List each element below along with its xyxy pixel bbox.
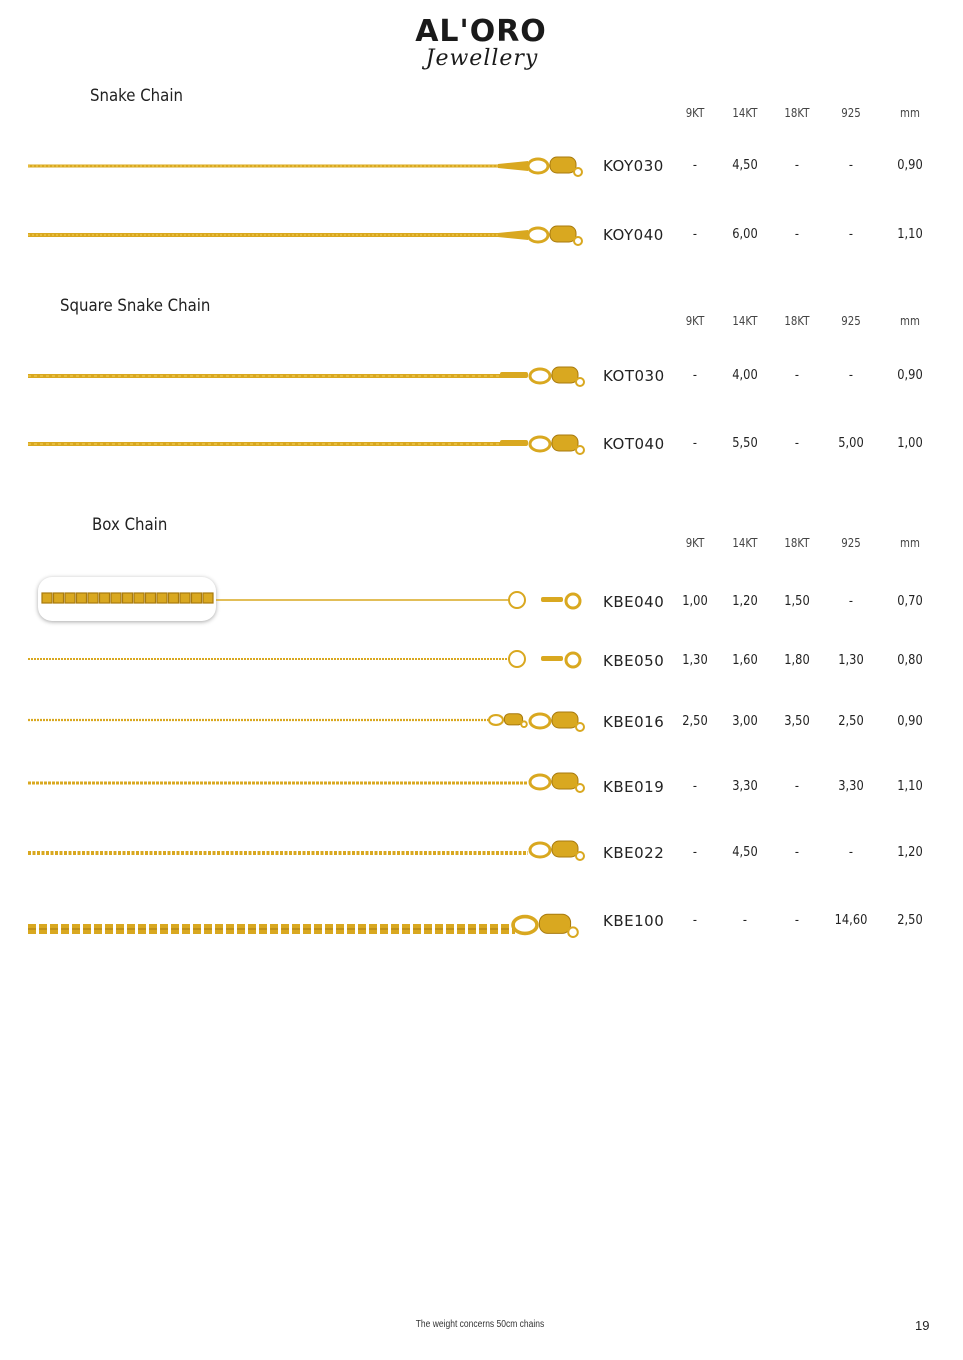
weight-value-18kt: - (794, 368, 800, 383)
koy040-end-cap (498, 230, 528, 240)
kbe040-tag (541, 597, 563, 602)
kbe022-ring (530, 843, 550, 857)
kot030-clasp (552, 367, 578, 383)
kbe040-spring-ring (566, 594, 580, 608)
weight-value-14kt: 1,20 (732, 594, 758, 609)
kot030-tag (500, 372, 528, 378)
weight-value-9kt: - (692, 436, 698, 451)
weight-value-mm: 1,10 (897, 227, 923, 242)
weight-value-925: 1,30 (838, 653, 864, 668)
weight-value-18kt: - (794, 227, 800, 242)
inset-link (134, 593, 144, 603)
weight-value-18kt: 3,50 (784, 714, 810, 729)
inset-link (169, 593, 179, 603)
weight-value-18kt: - (794, 779, 800, 794)
brand-name: AL'ORO (415, 14, 547, 49)
weight-value-18kt: - (794, 913, 800, 928)
weight-value-14kt: 4,50 (732, 845, 758, 860)
kbe016-ring-a-clasp (504, 714, 522, 725)
kbe022-clasp (552, 841, 578, 857)
weight-value-9kt: - (692, 779, 698, 794)
kbe050-spring-ring (566, 653, 580, 667)
koy030-end-cap (498, 161, 528, 171)
weight-value-14kt: 1,60 (732, 653, 758, 668)
kbe100-clasp-loop (568, 927, 578, 937)
kot040-tag (500, 440, 528, 446)
inset-link (111, 593, 121, 603)
product-code: KBE050 (603, 652, 665, 670)
product-code: KOY030 (603, 157, 664, 175)
kot040-clasp (552, 435, 578, 451)
weight-value-925: - (848, 845, 854, 860)
weight-value-9kt: - (692, 913, 698, 928)
product-code: KBE040 (603, 593, 665, 611)
brand-tagline: Jewellery (425, 46, 539, 71)
column-header-18kt: 18KT (784, 314, 810, 328)
inset-link (100, 593, 110, 603)
inset-link (180, 593, 190, 603)
kbe016-ring-a-clasp-loop (521, 721, 527, 727)
koy030-chain (28, 165, 498, 168)
weight-value-14kt: 4,00 (732, 368, 758, 383)
column-header-18kt: 18KT (784, 536, 810, 550)
section-title-box: Box Chain (92, 515, 168, 535)
inset-link (146, 593, 156, 603)
weight-value-925: - (848, 368, 854, 383)
weight-value-9kt: 1,00 (682, 594, 708, 609)
koy030-ring (528, 159, 548, 173)
weight-value-mm: 0,90 (897, 714, 923, 729)
weight-value-14kt: 4,50 (732, 158, 758, 173)
koy030-clasp (550, 157, 576, 173)
kbe100-clasp (539, 914, 570, 933)
kbe019-clasp-loop (576, 784, 584, 792)
kbe050-tag (541, 656, 563, 661)
inset-link (65, 593, 75, 603)
weight-value-mm: 0,90 (897, 158, 923, 173)
kbe022-clasp-loop (576, 852, 584, 860)
weight-value-mm: 0,80 (897, 653, 923, 668)
weight-value-18kt: - (794, 158, 800, 173)
inset-link (77, 593, 87, 603)
weight-value-925: - (848, 227, 854, 242)
weight-value-9kt: - (692, 227, 698, 242)
kbe019-clasp (552, 773, 578, 789)
product-code: KBE100 (603, 912, 665, 930)
inset-link (54, 593, 64, 603)
column-header-mm: mm (900, 106, 920, 120)
weight-value-mm: 2,50 (897, 913, 923, 928)
kot030-clasp-loop (576, 378, 584, 386)
inset-link (203, 593, 213, 603)
inset-link (123, 593, 133, 603)
weight-value-mm: 0,90 (897, 368, 923, 383)
kbe040-ring (509, 592, 525, 608)
weight-value-9kt: - (692, 158, 698, 173)
product-code: KBE022 (603, 844, 665, 862)
product-code: KOT030 (603, 367, 665, 385)
weight-value-18kt: - (794, 845, 800, 860)
column-header-14kt: 14KT (732, 314, 758, 328)
product-code: KBE019 (603, 778, 665, 796)
weight-value-9kt: - (692, 368, 698, 383)
column-header-14kt: 14KT (732, 536, 758, 550)
column-header-925: 925 (841, 106, 861, 120)
weight-value-925: 2,50 (838, 714, 864, 729)
weight-value-925: 3,30 (838, 779, 864, 794)
weight-value-mm: 1,10 (897, 779, 923, 794)
product-code: KOY040 (603, 226, 664, 244)
column-header-9kt: 9KT (685, 536, 705, 550)
section-title-square-snake: Square Snake Chain (60, 296, 211, 316)
weight-value-14kt: 3,00 (732, 714, 758, 729)
inset-link (42, 593, 52, 603)
column-header-18kt: 18KT (784, 106, 810, 120)
kbe100-ring (513, 917, 537, 934)
column-header-mm: mm (900, 314, 920, 328)
section-title-snake: Snake Chain (90, 86, 183, 106)
weight-value-925: 14,60 (834, 913, 868, 928)
weight-value-14kt: - (742, 913, 748, 928)
weight-value-mm: 1,00 (897, 436, 923, 451)
kot030-ring (530, 369, 550, 383)
kot040-ring (530, 437, 550, 451)
weight-value-9kt: 2,50 (682, 714, 708, 729)
footer-note: The weight concerns 50cm chains (415, 1319, 545, 1330)
column-header-925: 925 (841, 536, 861, 550)
weight-value-925: 5,00 (838, 436, 864, 451)
page-number: 19 (915, 1318, 930, 1333)
product-code: KBE016 (603, 713, 665, 731)
kbe019-ring (530, 775, 550, 789)
weight-value-925: - (848, 594, 854, 609)
weight-value-14kt: 5,50 (732, 436, 758, 451)
column-header-9kt: 9KT (685, 106, 705, 120)
weight-value-18kt: 1,50 (784, 594, 810, 609)
weight-value-14kt: 3,30 (732, 779, 758, 794)
kot040-clasp-loop (576, 446, 584, 454)
weight-value-mm: 0,70 (897, 594, 923, 609)
koy040-clasp-loop (574, 237, 582, 245)
weight-value-18kt: - (794, 436, 800, 451)
koy030-clasp-loop (574, 168, 582, 176)
weight-value-9kt: 1,30 (682, 653, 708, 668)
inset-link (192, 593, 202, 603)
product-code: KOT040 (603, 435, 665, 453)
inset-link (88, 593, 98, 603)
kbe016-clasp-loop (576, 723, 584, 731)
weight-value-925: - (848, 158, 854, 173)
inset-link (157, 593, 167, 603)
koy040-ring (528, 228, 548, 242)
column-header-925: 925 (841, 314, 861, 328)
kbe016-clasp (552, 712, 578, 728)
column-header-mm: mm (900, 536, 920, 550)
kbe016-ring-a-ring (489, 715, 503, 725)
weight-value-9kt: - (692, 845, 698, 860)
kbe050-ring (509, 651, 525, 667)
weight-value-mm: 1,20 (897, 845, 923, 860)
kbe016-ring (530, 714, 550, 728)
weight-value-14kt: 6,00 (732, 227, 758, 242)
weight-value-18kt: 1,80 (784, 653, 810, 668)
column-header-9kt: 9KT (685, 314, 705, 328)
koy040-clasp (550, 226, 576, 242)
column-header-14kt: 14KT (732, 106, 758, 120)
koy040-chain (28, 233, 498, 237)
